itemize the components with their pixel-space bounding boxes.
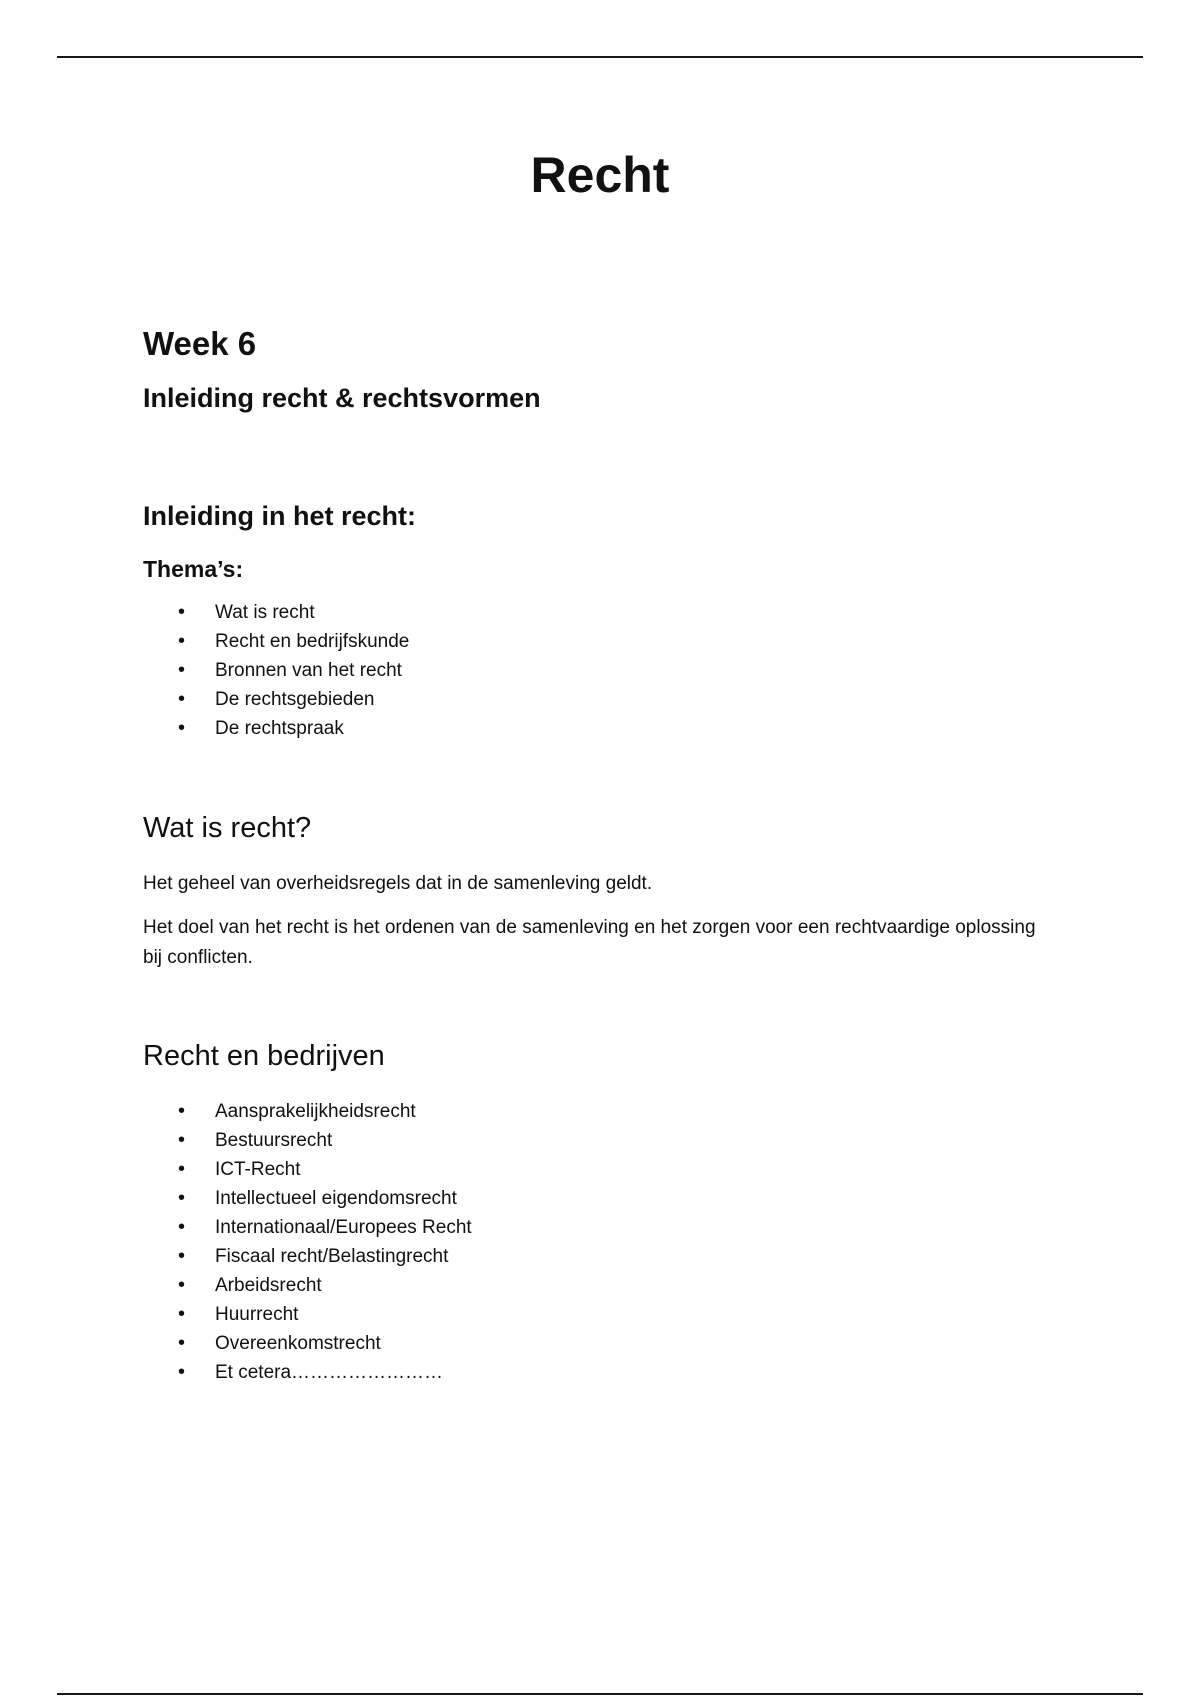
list-item: • Bronnen van het recht [215,656,1043,685]
document-body [143,326,1043,1387]
list-item: • Internationaal/Europees Recht [215,1213,1043,1242]
list-item: • Aansprakelijkheidsrecht [215,1097,1043,1126]
list-item: • Wat is recht [215,598,1043,627]
list-item: • Overeenkomstrecht [215,1329,1043,1358]
list-item: • Bestuursrecht [215,1126,1043,1155]
week-heading: Week 6 [143,325,257,362]
list-item: • De rechtspraak [215,714,1043,743]
list-item: • Arbeidsrecht [215,1271,1043,1300]
list-item: • Fiscaal recht/Belastingrecht [215,1242,1043,1271]
top-rule [57,56,1143,58]
purpose-paragraph: Het doel van het recht is het ordenen van de samenleving en het zorgen voor een rechtvaardige oplossing bij conflicten. [143,916,1036,968]
what-is-law-heading: Wat is recht? [143,811,312,844]
law-and-business-heading: Recht en bedrijven [143,1039,385,1072]
list-item: • ICT-Recht [215,1155,1043,1184]
list-item: • Recht en bedrijfskunde [215,627,1043,656]
list-item: • Et cetera…………………… [215,1358,1043,1387]
list-item: • De rechtsgebieden [215,685,1043,714]
law-areas-list [143,1097,1043,1387]
intro-heading: Inleiding in het recht: [143,500,417,531]
list-item: • Intellectueel eigendomsrecht [215,1184,1043,1213]
bottom-rule [57,1693,1143,1695]
definition-paragraph: Het geheel van overheidsregels dat in de samenleving geldt. [143,872,653,894]
themes-list [143,598,1043,743]
list-item: • Huurrecht [215,1300,1043,1329]
subtitle-heading: Inleiding recht & rechtsvormen [143,383,541,414]
themes-heading: Thema’s: [143,555,244,582]
document-title: Recht [530,147,670,203]
